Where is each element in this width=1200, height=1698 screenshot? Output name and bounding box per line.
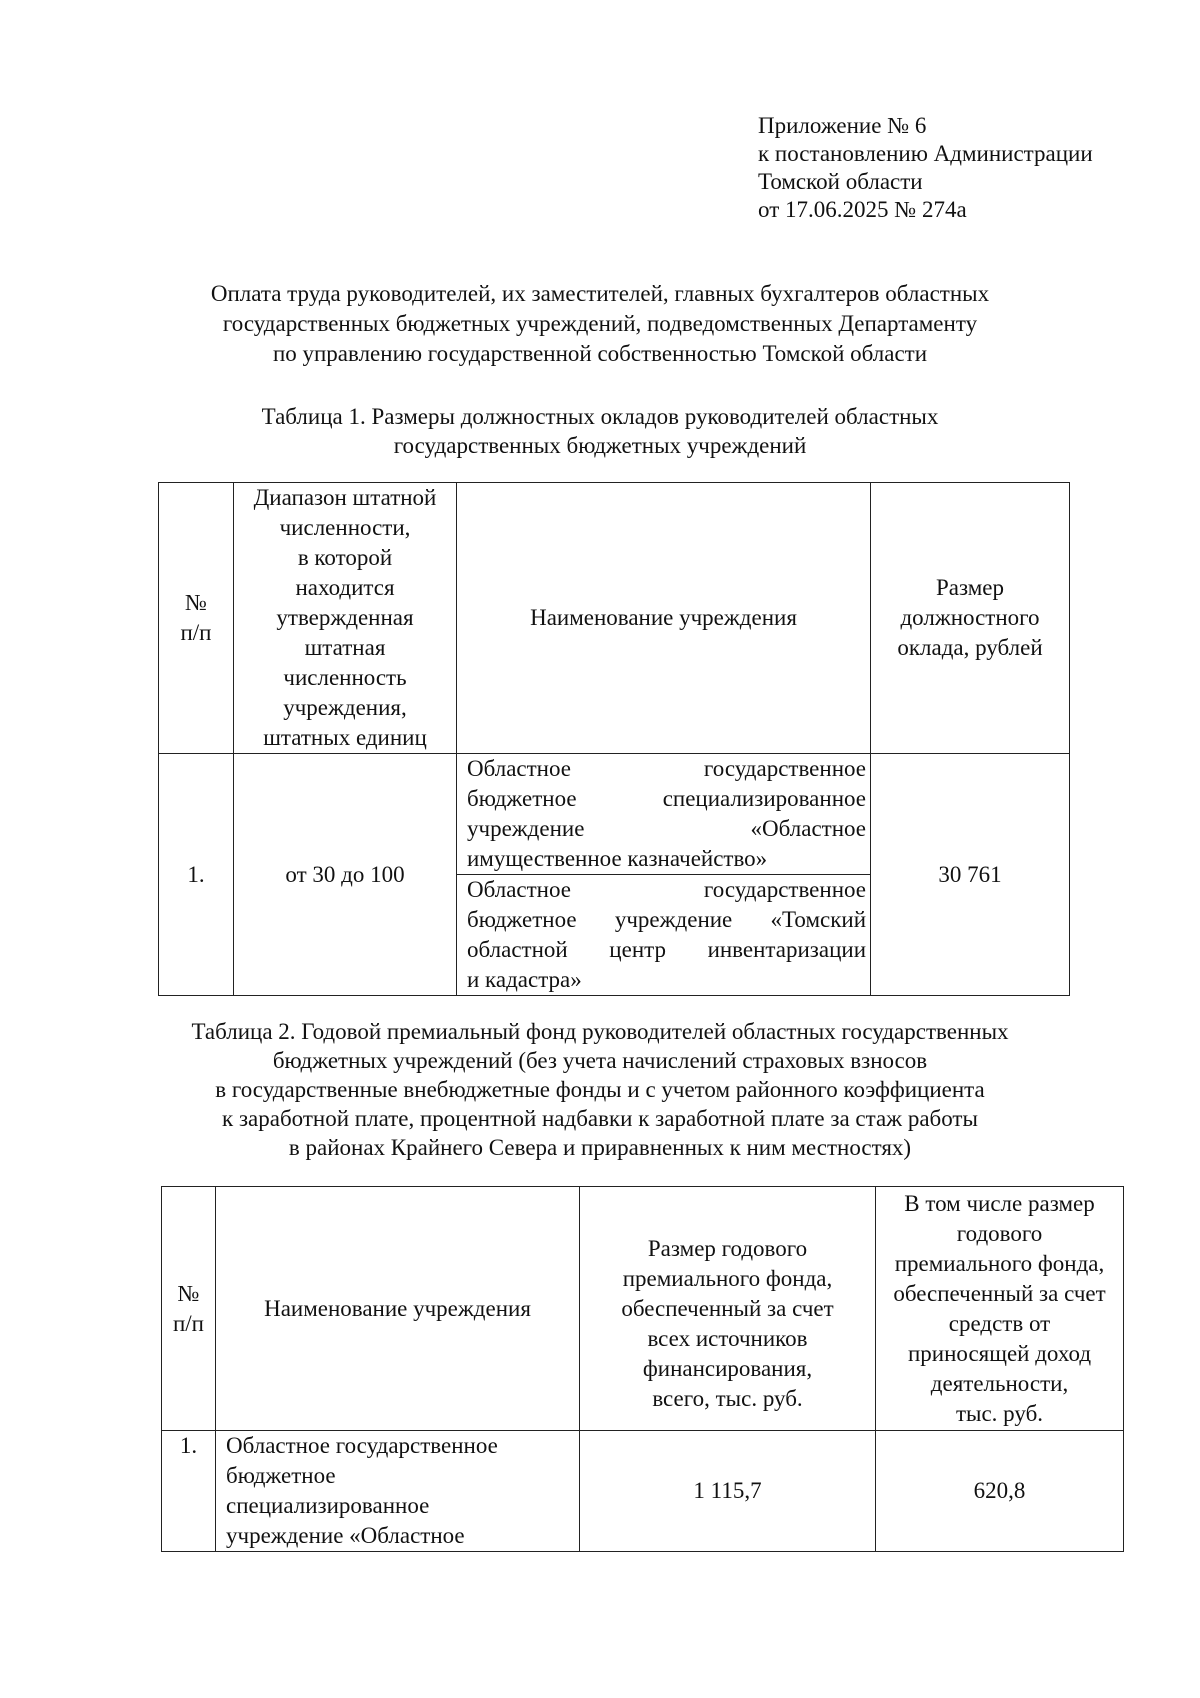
header-line: учреждения, <box>283 695 407 720</box>
table2-caption <box>100 1017 1100 1162</box>
row-fund-income: 620,8 <box>876 1431 1124 1552</box>
header-line: утвержденная <box>276 605 414 630</box>
header-line: находится <box>295 575 395 600</box>
header-num-line: № <box>177 1280 200 1306</box>
header-line: В том числе размер <box>904 1190 1095 1216</box>
header-line: численности, <box>279 515 411 540</box>
caption-line: в районах Крайнего Севера и приравненных к ним местностях) <box>288 1135 912 1160</box>
header-num <box>159 483 234 754</box>
table1-caption <box>150 402 1050 460</box>
header-line: обеспеченный за счет <box>621 1295 834 1321</box>
caption-line: к заработной плате, процентной надбавки к заработной плате за стаж работы <box>222 1106 978 1131</box>
title-line: Оплата труда руководителей, их заместителей, главных бухгалтеров областных <box>210 281 990 306</box>
caption-line: бюджетных учреждений (без учета начислений страховых взносов <box>272 1048 928 1073</box>
appendix-header <box>758 112 1093 224</box>
header-line: Размер годового <box>647 1235 808 1261</box>
appendix-line: от 17.06.2025 № 274а <box>758 197 967 222</box>
row-num: 1. <box>162 1431 216 1552</box>
header-line: должностного <box>900 605 1040 630</box>
table-header-row <box>162 1187 1124 1431</box>
header-line: всего, тыс. руб. <box>652 1385 803 1411</box>
table-row <box>162 1431 1124 1552</box>
row-institution-1 <box>457 754 871 875</box>
header-num <box>162 1187 216 1431</box>
institution-line: бюджетное <box>226 1463 336 1488</box>
header-line: оклада, рублей <box>897 635 1043 660</box>
header-line: всех источников <box>647 1325 808 1351</box>
header-line: штатных единиц <box>263 725 427 750</box>
salary-table <box>158 482 1070 996</box>
header-num-line: № <box>185 590 207 615</box>
header-line: средств от <box>948 1310 1051 1336</box>
header-line: тыс. руб. <box>955 1400 1044 1426</box>
header-institution-name: Наименование учреждения <box>216 1187 580 1431</box>
bonus-fund-table <box>161 1186 1124 1552</box>
header-line: премиального фонда, <box>622 1265 833 1291</box>
institution-line: Областное государственное <box>467 756 866 781</box>
row-salary: 30 761 <box>871 754 1070 996</box>
title-line: по управлению государственной собственностью Томской области <box>272 341 928 366</box>
header-staff-range <box>234 483 457 754</box>
institution-line: Областное государственное <box>467 877 866 902</box>
header-institution-name: Наименование учреждения <box>457 483 871 754</box>
header-line: Диапазон штатной <box>253 485 437 510</box>
header-line: в которой <box>297 545 393 570</box>
title-line: государственных бюджетных учреждений, подведомственных Департаменту <box>222 311 978 336</box>
row-staff-range: от 30 до 100 <box>234 754 457 996</box>
header-num-line: п/п <box>172 1310 204 1336</box>
header-fund-total <box>580 1187 876 1431</box>
header-num-line: п/п <box>180 620 212 645</box>
header-line: численность <box>283 665 407 690</box>
table-header-row <box>159 483 1070 754</box>
row-num: 1. <box>159 754 234 996</box>
institution-line: областной центр инвентаризации <box>467 937 866 962</box>
appendix-line: к постановлению Администрации <box>758 141 1093 166</box>
header-salary <box>871 483 1070 754</box>
row-fund-total: 1 115,7 <box>580 1431 876 1552</box>
document-title <box>100 279 1100 369</box>
header-fund-income <box>876 1187 1124 1431</box>
institution-line: имущественное казначейство» <box>467 846 768 871</box>
institution-line: учреждение «Областное <box>467 816 866 841</box>
caption-line: в государственные внебюджетные фонды и с учетом районного коэффициента <box>215 1077 985 1102</box>
header-line: обеспеченный за счет <box>893 1280 1106 1306</box>
institution-line: бюджетное учреждение «Томский <box>467 907 866 932</box>
header-line: приносящей доход <box>907 1340 1092 1366</box>
header-line: деятельности, <box>930 1370 1069 1396</box>
header-line: Размер <box>935 575 1005 600</box>
institution-line: специализированное <box>226 1493 430 1518</box>
header-line: годового <box>956 1220 1043 1246</box>
institution-line: Областное государственное <box>226 1433 498 1458</box>
row-institution-2 <box>457 875 871 996</box>
header-line: премиального фонда, <box>894 1250 1105 1276</box>
table-row <box>159 754 1070 875</box>
row-institution <box>216 1431 580 1552</box>
institution-line: и кадастра» <box>467 967 582 992</box>
caption-line: Таблица 1. Размеры должностных окладов руководителей областных <box>261 404 939 429</box>
appendix-line: Приложение № 6 <box>758 113 927 138</box>
caption-line: государственных бюджетных учреждений <box>393 433 807 458</box>
institution-line: бюджетное специализированное <box>467 786 866 811</box>
header-line: штатная <box>304 635 386 660</box>
appendix-line: Томской области <box>758 169 923 194</box>
caption-line: Таблица 2. Годовой премиальный фонд руководителей областных государственных <box>191 1019 1009 1044</box>
institution-line: учреждение «Областное <box>226 1523 465 1548</box>
header-line: финансирования, <box>642 1355 813 1381</box>
